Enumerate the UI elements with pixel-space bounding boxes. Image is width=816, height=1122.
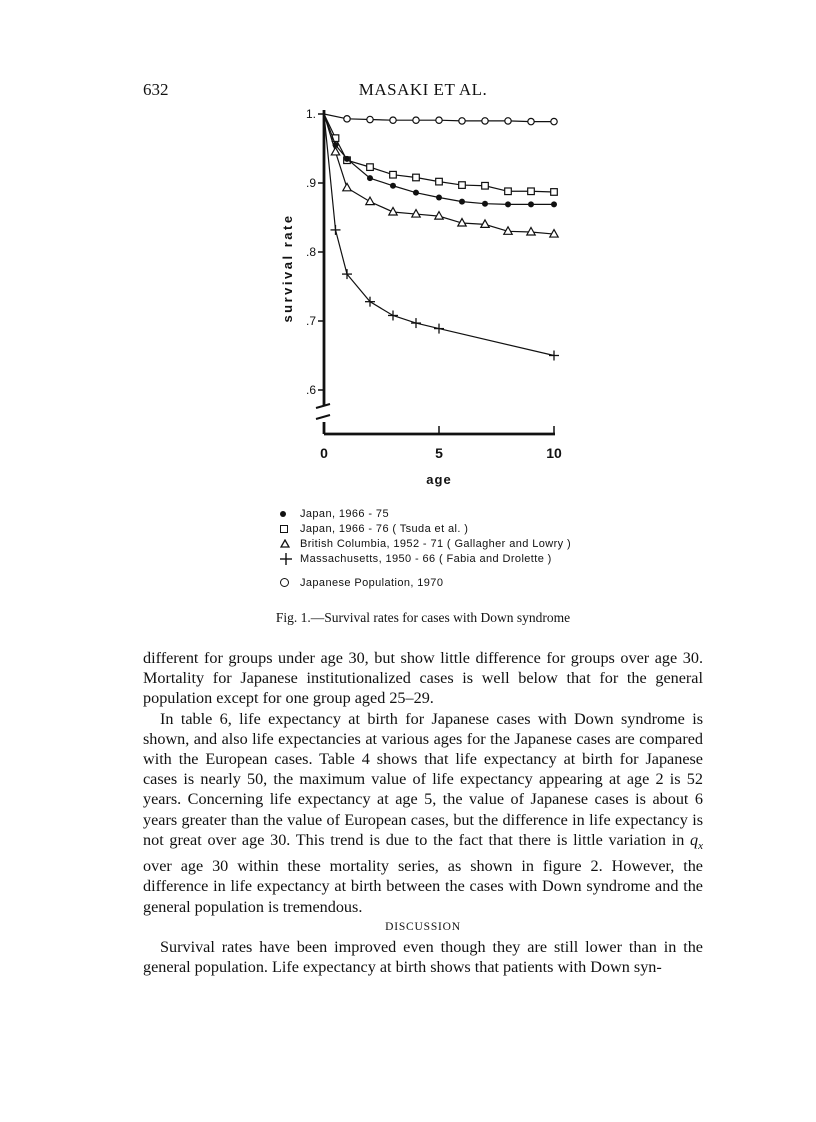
figure-caption: Fig. 1.—Survival rates for cases with Down syndrome xyxy=(275,610,571,625)
legend-item-british-columbia xyxy=(280,536,571,551)
data-point-circle xyxy=(459,118,465,124)
running-head: MASAKI ET AL. xyxy=(358,80,488,99)
legend-item-japan-1966-75 xyxy=(280,506,571,521)
data-point-triangle xyxy=(366,197,374,205)
square-marker-icon xyxy=(280,525,300,533)
data-point-dot xyxy=(413,190,419,196)
data-point-dot xyxy=(505,201,511,207)
data-point-circle xyxy=(505,118,511,124)
data-point-triangle xyxy=(527,227,535,235)
data-point-square xyxy=(413,174,420,181)
data-point-plus xyxy=(549,351,559,361)
data-point-circle xyxy=(413,117,419,123)
data-point-circle xyxy=(367,116,373,122)
data-point-circle xyxy=(390,117,396,123)
data-point-dot xyxy=(551,201,557,207)
data-point-dot xyxy=(482,201,488,207)
data-point-dot xyxy=(459,199,465,205)
legend-item-japanese-population xyxy=(280,575,571,590)
data-point-square xyxy=(436,178,443,185)
y-tick-label: .9 xyxy=(305,176,316,190)
paragraph: In table 6, life expectancy at birth for Japanese cases with Down syndrome is shown, and also life expectancies at various ages for the Japanese cases are compared with the European cases. Table 4 shows that life expectancy at birth for Japanese cases is nearly 50, the maximum value of life expectancy appearing at age 2 is 52 years. Concerning life expectancy at age 5, the value of Japanese cases is about 6 years greater than the value of European cases, but the difference in life expectancy is not great over age 30. This trend is due to the fact that there is little variation in $q_x$ over age 30 within these mortality series, as shown in figure 2. However, the difference in life expectancy at birth between the cases with Down syndrome and the general population is tremendous. xyxy=(143,709,703,916)
data-point-square xyxy=(482,182,489,189)
data-point-circle xyxy=(482,118,488,124)
x-tick-label: 0 xyxy=(320,445,328,461)
data-point-dot xyxy=(436,194,442,200)
section-heading: DISCUSSION xyxy=(385,920,461,933)
data-point-dot xyxy=(367,175,373,181)
y-tick-label: 1. xyxy=(305,107,316,121)
paragraph: Survival rates have been improved even though they are still lower than in the general population. Life expectancy at birth shows that patients with Down syn- xyxy=(143,938,703,977)
legend-item-massachusetts xyxy=(280,551,571,566)
triangle-marker-icon xyxy=(280,539,300,548)
series-line xyxy=(324,114,554,356)
paragraph: different for groups under age 30, but show little difference for groups over age 30. Mortality for Japanese institutionalized cases is well below that for the general population except for one group aged 25–29. xyxy=(143,649,703,708)
data-point-circle xyxy=(344,116,350,122)
y-axis-label: survival rate xyxy=(280,213,295,323)
data-point-square xyxy=(528,188,535,195)
qx-symbol: $q_x$ xyxy=(690,830,703,853)
data-point-dot xyxy=(390,183,396,189)
data-point-plus xyxy=(331,225,341,235)
axis-break-mark xyxy=(316,415,330,419)
data-point-square xyxy=(459,182,466,189)
dot-marker-icon xyxy=(280,511,300,517)
legend-label: Japanese Population, 1970 xyxy=(300,576,444,589)
legend-label: British Columbia, 1952 - 71 ( Gallagher and Lowry ) xyxy=(300,537,572,550)
y-tick-label: .8 xyxy=(305,245,316,259)
data-point-square xyxy=(551,189,558,196)
data-point-square xyxy=(367,164,374,171)
data-point-square xyxy=(390,171,397,178)
circle-marker-icon xyxy=(280,578,300,587)
legend-label: Massachusetts, 1950 - 66 ( Fabia and Drolette ) xyxy=(300,552,552,565)
data-point-dot xyxy=(344,156,350,162)
y-tick-label: .7 xyxy=(305,314,316,328)
x-axis-label: age xyxy=(426,472,452,487)
data-point-dot xyxy=(528,201,534,207)
plus-marker-icon xyxy=(280,553,300,565)
legend-item-japan-1966-76 xyxy=(280,521,571,536)
y-tick-label: .6 xyxy=(305,383,316,397)
chart-legend xyxy=(280,506,571,590)
page-number: 632 xyxy=(143,80,169,99)
data-point-circle xyxy=(551,118,557,124)
legend-label: Japan, 1966 - 75 xyxy=(300,507,389,520)
data-point-circle xyxy=(436,117,442,123)
body-text xyxy=(143,648,703,977)
data-point-plus xyxy=(411,318,421,328)
data-point-triangle xyxy=(343,183,351,191)
x-tick-label: 10 xyxy=(546,445,562,461)
data-point-plus xyxy=(388,310,398,320)
data-point-plus xyxy=(434,324,444,334)
survival-rate-chart xyxy=(270,100,590,495)
data-point-square xyxy=(505,188,512,195)
data-point-circle xyxy=(528,118,534,124)
x-tick-label: 5 xyxy=(435,445,443,461)
legend-label: Japan, 1966 - 76 ( Tsuda et al. ) xyxy=(300,522,469,535)
